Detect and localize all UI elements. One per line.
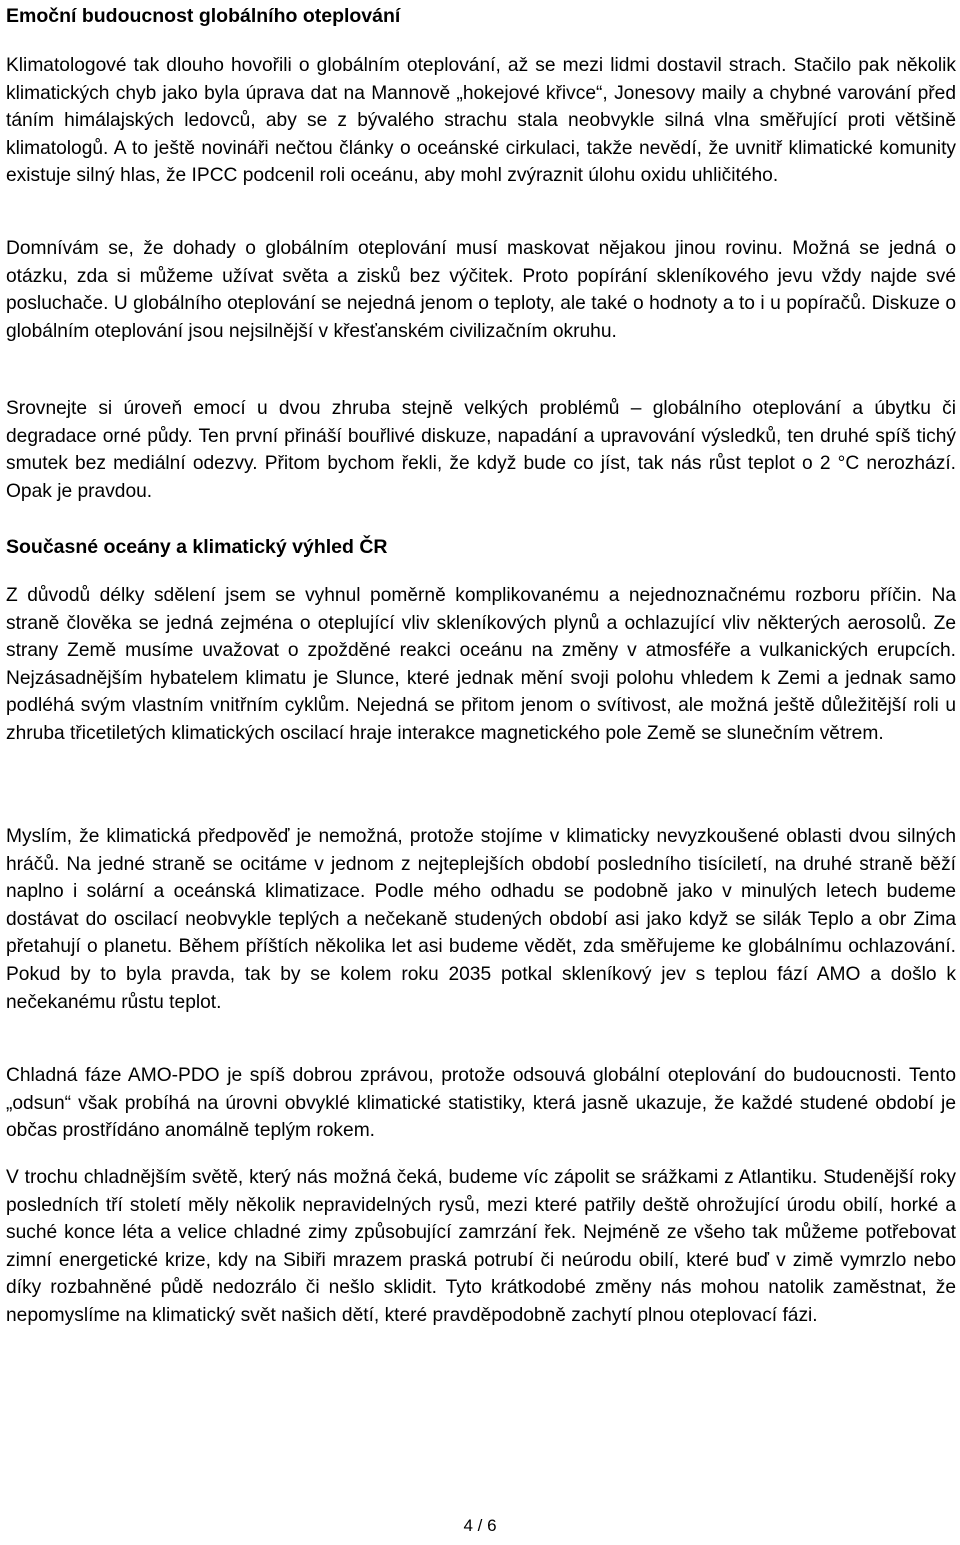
paragraph-3: Srovnejte si úroveň emocí u dvou zhruba stejně velkých problémů – globálního oteplování a úbytku či degradace orné půdy. Ten první přináší bouřlivé diskuze, napadání a upravování výsledků, ten druhé spíš tichý smutek bez mediální odezvy. Přitom bychom řekli, že když bude co jíst, tak nás růst teplot o 2 °C nerozhází. Opak je pravdou.	[6, 398, 956, 502]
paragraph-2: Domnívám se, že dohady o globálním oteplování musí maskovat nějakou jinou rovinu. Možná se jedná o otázku, zda si můžeme užívat světa a zisků bez výčitek. Proto popírání skleníkového jevu vždy najde své posluchače. U globálního oteplování se nejedná jenom o teploty, ale také o hodnoty a to i u popíračů. Diskuze o globálním oteplování jsou nejsilnější v křesťanském civilizačním okruhu.	[6, 238, 956, 342]
section-heading-oceans-outlook: Současné oceány a klimatický výhled ČR	[6, 536, 388, 558]
paragraph-4: Z důvodů délky sdělení jsem se vyhnul poměrně komplikovanému a nejednoznačnému rozboru příčin. Na straně člověka se jedná zejména o oteplující vliv skleníkových plynů a ochlazující vliv některých aerosolů. Ze strany Země musíme uvažovat o zpožděné reakci oceánu na změny v atmosféře a vulkanických erupcích. Nejzásadnějším hybatelem klimatu je Slunce, které jednak mění svoji polohu vhledem k Zemi a jednak samo podléhá svým vlastním vnitřním cyklům. Nejedná se přitom jenom o svítivost, ale možná ještě důležitější roli u zhruba třicetiletých klimatických oscilací hraje interakce magnetického pole Země se slunečním větrem.	[6, 585, 956, 744]
paragraph-1: Klimatologové tak dlouho hovořili o globálním oteplování, až se mezi lidmi dostavil strach. Stačilo pak několik klimatických chyb jako byla úprava dat na Mannově „hokejové křivce“, Jonesovy maily a chybné varování před táním himálajských ledovců, aby se z bývalého strachu stala neobvykle silná vlna směřující proti většině klimatologů. A to ještě novináři nečtou články o oceánské cirkulaci, takže nevědí, že uvnitř klimatické komunity existuje silný hlas, že IPCC podcenil roli oceánu, aby mohl zvýraznit úlohu oxidu uhličitého.	[6, 55, 956, 187]
paragraph-6: Chladná fáze AMO-PDO je spíš dobrou zprávou, protože odsouvá globální oteplování do budoucnosti. Tento „odsun“ však probíhá na úrovni obvyklé klimatické statistiky, která jasně ukazuje, že každé studené období je občas prostřídáno anomálně teplým rokem.	[6, 1065, 956, 1142]
paragraph-7: V trochu chladnějším světě, který nás možná čeká, budeme víc zápolit se srážkami z Atlantiku. Studenější roky posledních tří století měly několik nepravidelných rysů, mezi které patřily deště ohrožující úrodu obilí, horké a suché konce léta a velice chladné zimy způsobující zamrzání řek. Nejméně ze všeho tak můžeme potřebovat zimní energetické krize, kdy na Sibiři mrazem praská potrubí či neúrodu obilí, které buď v zimě vymrzlo nebo díky rozbahněné půdě nedozrálo či nešlo sklidit. Tyto krátkodobé změny nás mohou natolik zaměstnat, že nepomyslíme na klimatický svět našich dětí, které pravděpodobně zachytí plnou oteplovací fázi.	[6, 1167, 956, 1326]
section-heading-emotional-future: Emoční budoucnost globálního oteplování	[6, 5, 401, 27]
paragraph-5: Myslím, že klimatická předpověď je nemožná, protože stojíme v klimaticky nevyzkoušené oblasti dvou silných hráčů. Na jedné straně se ocitáme v jednom z nejteplejších období posledního tisíciletí, na druhé straně běží naplno i solární a oceánská klimatizace. Podle mého odhadu se podobně jako v minulých letech budeme dostávat do oscilací neobvykle teplých a nečekaně studených období asi jako když se silák Teplo a obr Zima přetahují o planetu. Během příštích několika let asi budeme vědět, zda směřujeme ke globálnímu ochlazování. Pokud by to byla pravda, tak by se kolem roku 2035 potkal skleníkový jev s teplou fází AMO a došlo k nečekanému růstu teplot.	[6, 826, 956, 1013]
page-number: 4 / 6	[463, 1516, 497, 1535]
